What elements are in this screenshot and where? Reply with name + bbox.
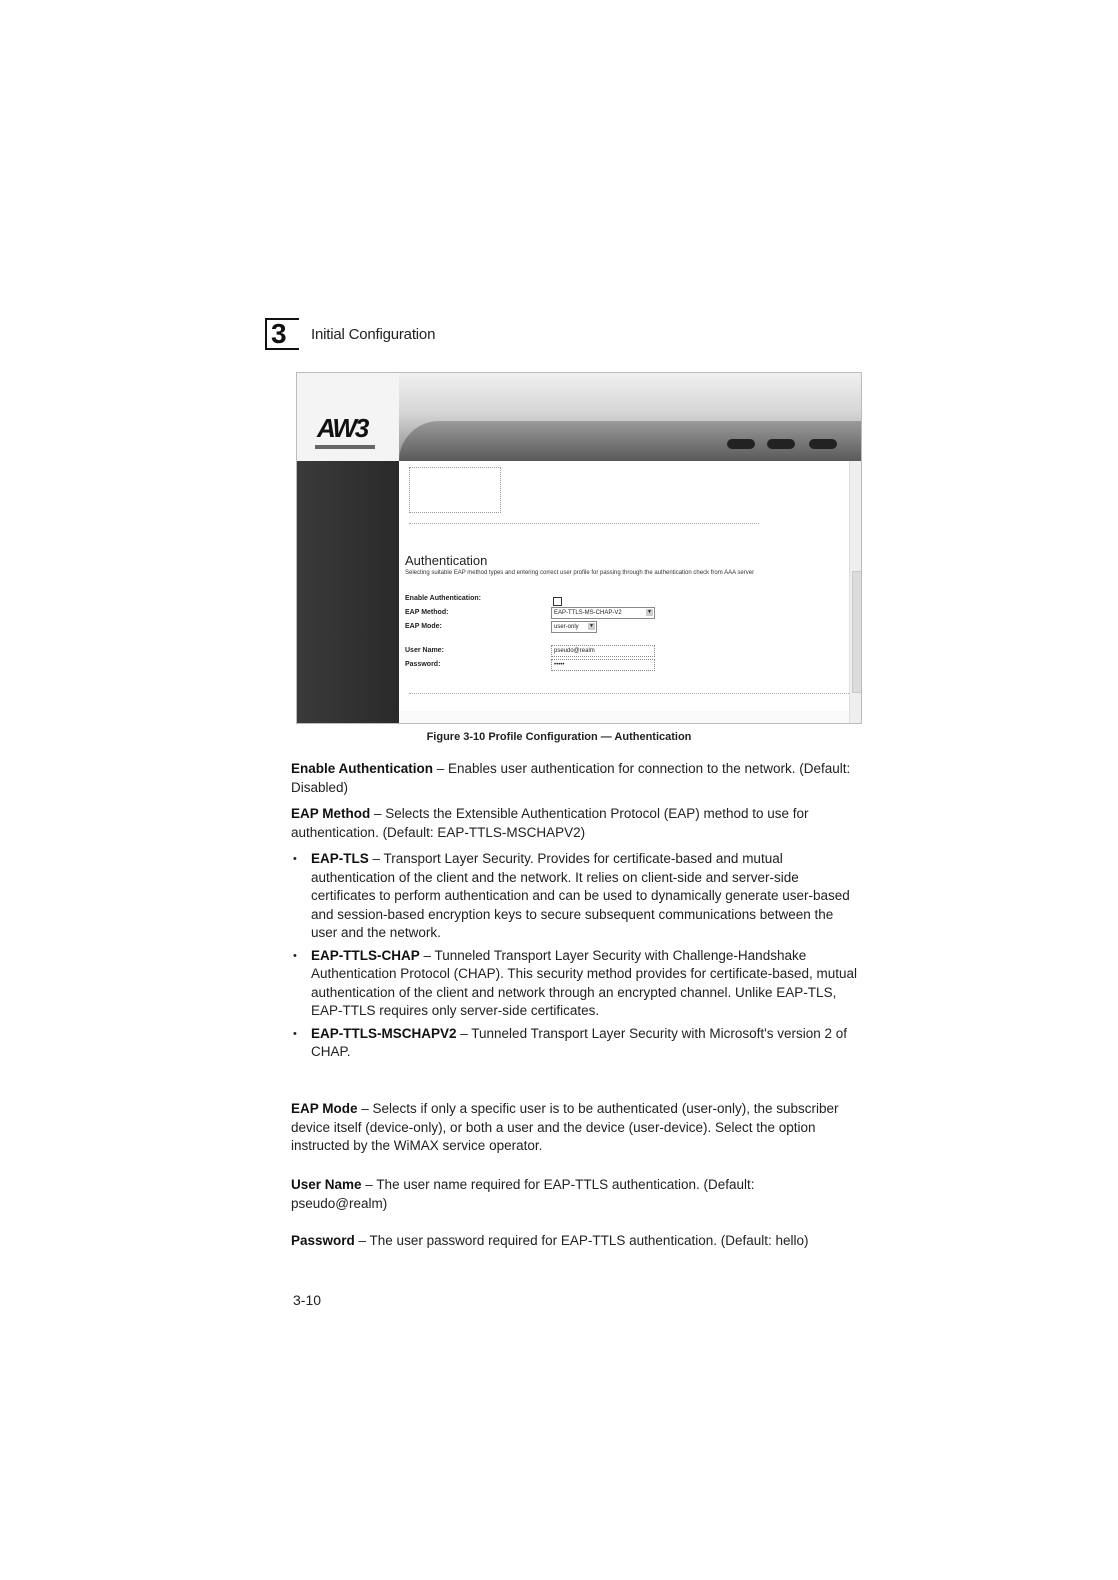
figure-content-panel xyxy=(399,461,849,711)
term-user-name: User Name xyxy=(291,1177,362,1192)
figure-scrollbar[interactable] xyxy=(849,461,862,723)
desc-eap-method: – Selects the Extensible Authentication Protocol (EAP) method to use for authentication. (Default: EAP-TTLS-MSCHAPV2) xyxy=(291,806,809,840)
body-section-main xyxy=(291,760,861,1066)
term-eap-ttls-chap: EAP-TTLS-CHAP xyxy=(311,947,420,963)
body-section-user-name xyxy=(291,1176,811,1221)
desc-enable-auth: – Enables user authentication for connection to the network. (Default: Disabled) xyxy=(291,761,851,795)
eap-method-select[interactable] xyxy=(551,607,655,619)
figure-caption: Figure 3-10 Profile Configuration — Authentication xyxy=(426,731,692,743)
enable-auth-checkbox[interactable] xyxy=(553,597,562,606)
paragraph-enable-auth xyxy=(291,760,861,797)
eap-mode-select[interactable] xyxy=(551,621,597,633)
figure-screenshot xyxy=(296,372,862,724)
body-section-password xyxy=(291,1232,811,1259)
nav-pill-icon xyxy=(767,439,795,449)
term-eap-mode: EAP Mode xyxy=(291,1101,358,1116)
figure-sidebar xyxy=(297,461,399,723)
chapter-number: 3 xyxy=(265,318,299,350)
user-name-input[interactable]: pseudo@realm xyxy=(551,645,655,657)
list-item xyxy=(291,1025,861,1062)
paragraph-eap-method xyxy=(291,805,861,842)
figure-divider xyxy=(409,693,849,694)
figure-label-eap-mode: EAP Mode: xyxy=(405,623,442,630)
paragraph-user-name xyxy=(291,1176,811,1213)
figure-label-eap-method: EAP Method: xyxy=(405,609,449,616)
figure-label-password: Password: xyxy=(405,661,441,668)
chevron-down-icon: ▼ xyxy=(647,609,652,615)
chevron-down-icon: ▼ xyxy=(589,623,594,629)
figure-logo-underline xyxy=(315,445,375,449)
figure-scrollbar-thumb[interactable] xyxy=(852,571,862,693)
desc-eap-tls: – Transport Layer Security. Provides for certificate-based and mutual authentication of the client and the network. It relies on client-side and server-side certificates to perform authentication and can be used to dynamically generate user-based and session-based encryption keys to secure subsequent communications between the user and the network. xyxy=(311,851,850,940)
figure-empty-box xyxy=(409,467,501,513)
term-eap-tls: EAP-TLS xyxy=(311,851,369,866)
eap-mode-value: user-only xyxy=(554,624,579,630)
list-item xyxy=(291,947,861,1021)
figure-description: Selecting suitable EAP method types and entering correct user profile for passing through the authentication check from AAA server xyxy=(405,570,755,576)
desc-user-name: – The user name required for EAP-TTLS authentication. (Default: pseudo@realm) xyxy=(291,1177,755,1211)
term-eap-ttls-mschapv2: EAP-TTLS-MSCHAPV2 xyxy=(311,1025,457,1041)
paragraph-eap-mode xyxy=(291,1100,861,1156)
eap-method-value: EAP-TTLS-MS-CHAP-V2 xyxy=(554,610,622,616)
figure-logo-area xyxy=(297,373,399,461)
nav-pill-icon xyxy=(809,439,837,449)
figure-section-title: Authentication xyxy=(405,553,488,568)
eap-method-list xyxy=(291,850,861,1062)
chapter-header xyxy=(265,318,435,350)
paragraph-password xyxy=(291,1232,811,1251)
term-eap-method: EAP Method xyxy=(291,806,371,821)
nav-pill-icon xyxy=(727,439,755,449)
figure-label-user-name: User Name: xyxy=(405,647,444,654)
desc-eap-ttls-mschapv2: – Tunneled Transport Layer Security with Microsoft's version 2 of CHAP. xyxy=(311,1025,848,1059)
list-item xyxy=(291,850,861,943)
desc-eap-mode: – Selects if only a specific user is to be authenticated (user-only), the subscriber device itself (device-only), or both a user and the device (user-device). Select the option instructed by the WiMAX service operator. xyxy=(291,1101,839,1153)
page-number: 3-10 xyxy=(293,1292,322,1308)
figure-divider xyxy=(409,523,759,524)
figure-logo: AW3 xyxy=(317,413,368,443)
password-input[interactable]: ••••• xyxy=(551,659,655,671)
body-section-eap-mode xyxy=(291,1100,861,1164)
term-enable-auth: Enable Authentication xyxy=(291,761,434,776)
term-password: Password xyxy=(291,1233,355,1248)
chapter-title: Initial Configuration xyxy=(311,325,436,343)
desc-password: – The user password required for EAP-TTLS authentication. (Default: hello) xyxy=(354,1233,809,1248)
figure-label-enable-auth: Enable Authentication: xyxy=(405,595,481,602)
desc-eap-ttls-chap: – Tunneled Transport Layer Security with Challenge-Handshake Authentication Protocol (CHAP). This security method provides for certificate-based, mutual authentication of the client and network through an encrypted channel. Unlike EAP-TLS, EAP-TTLS requires only server-side certificates. xyxy=(311,947,857,1018)
